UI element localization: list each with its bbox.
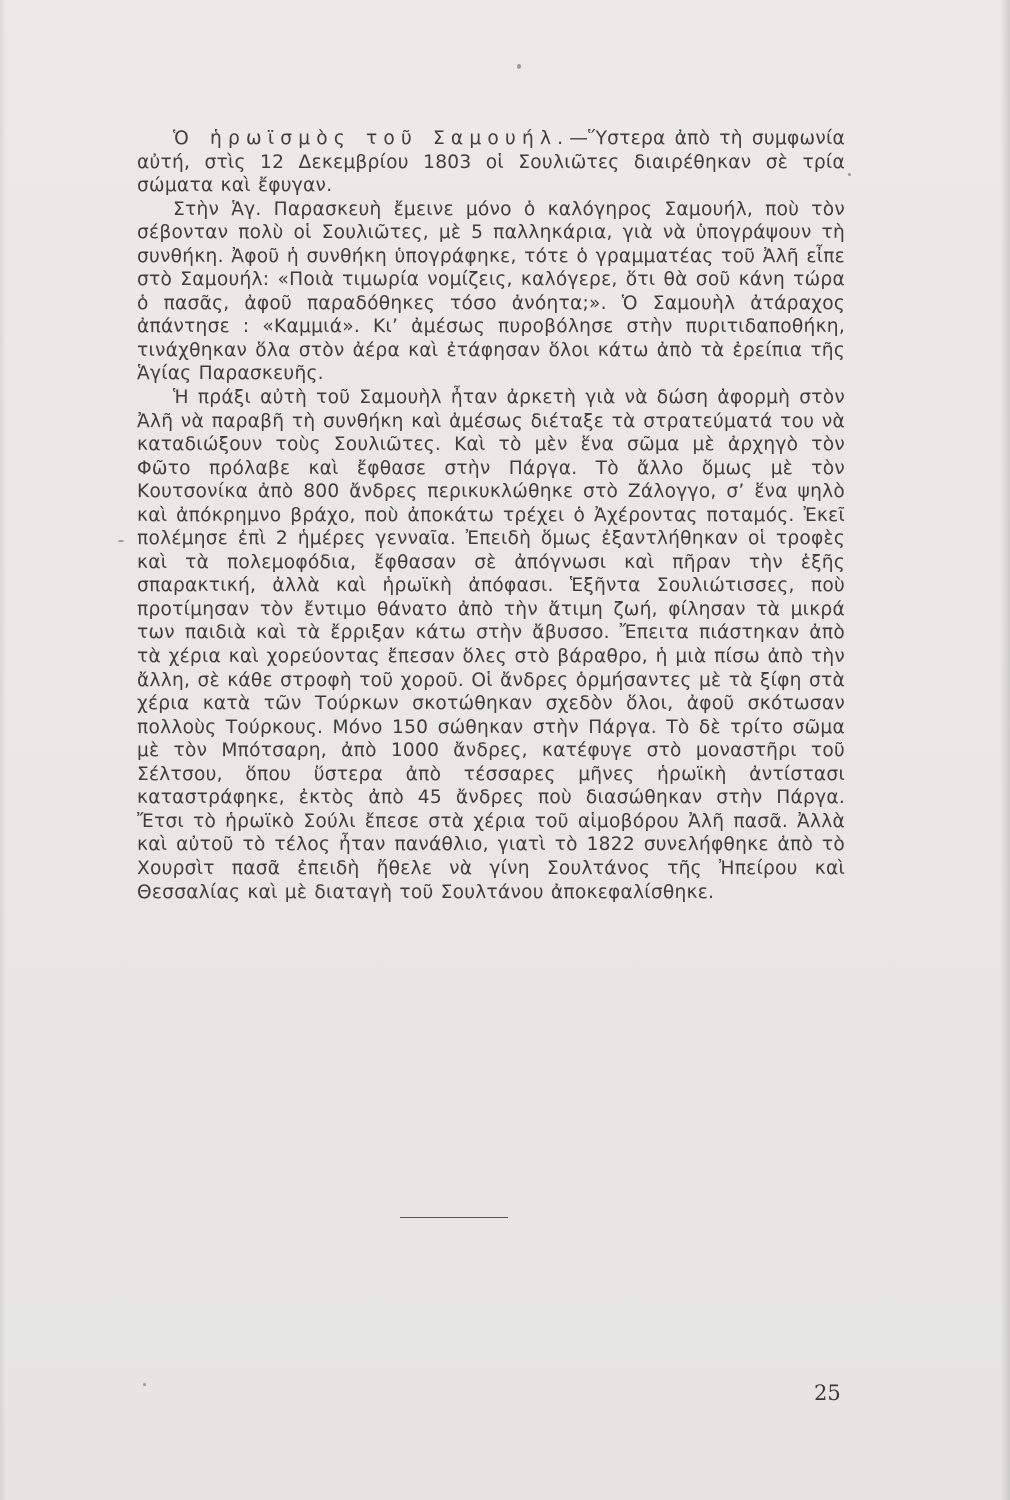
- section-heading: Ὁ ἡρωϊσμὸς τοῦ Σαμουήλ.: [173, 128, 570, 149]
- paper-speck: [143, 1383, 146, 1386]
- paper-speck: [848, 173, 851, 176]
- page-right-shadow: [1000, 0, 1010, 1500]
- paragraph-1-text: —Ὕστερα ἀπὸ τὴ συμφωνία αὐτή, στὶς 12 Δεκεμβρίου 1803 οἱ Σουλιῶτες διαιρέθηκαν σὲ τρία σώματα καὶ ἔφυγαν.: [137, 128, 846, 197]
- paragraph-3: Ἡ πράξι αὐτὴ τοῦ Σαμουὴλ ἦταν ἀρκετὴ γιὰ νὰ δώση ἀφορμὴ στὸν Ἀλῆ νὰ παραβῆ τὴ συνθήκη καὶ ἀμέσως διέταξε τὰ στρατεύματά του νὰ καταδιώξουν τοὺς Σουλιῶτες. Καὶ τὸ μὲν ἕνα σῶμα μὲ ἀρχηγὸ τὸν Φῶτο πρόλαβε καὶ ἔφθασε στὴν Πάργα. Τὸ ἄλλο ὅμως μὲ τὸν Κουτσονίκα ἀπὸ 800 ἄνδρες περικυκλώθηκε στὸ Ζάλογγο, σ’ ἕνα ψηλὸ καὶ ἀπόκρημνο βράχο, ποὺ ἀποκάτω τρέχει ὁ Ἀχέροντας ποταμός. Ἐκεῖ πολέμησε ἐπὶ 2 ἡμέρες γενναῖα. Ἐπειδὴ ὅμως ἐξαντλήθηκαν οἱ τροφὲς καὶ τὰ πολεμοφόδια, ἔφθασαν σὲ ἀπόγνωσι καὶ πῆραν τὴν ἑξῆς σπαρακτική, ἀλλὰ καὶ ἡρωϊκὴ ἀπόφασι. Ἑξῆντα Σουλιώτισσες, ποὺ προτίμησαν τὸν ἔντιμο θάνατο ἀπὸ τὴν ἄτιμη ζωή, φίλησαν τὰ μικρά των παιδιὰ καὶ τὰ ἔρριξαν κάτω στὴν ἄβυσσο. Ἔπειτα πιάστηκαν ἀπὸ τὰ χέρια καὶ χορεύοντας ἔπεσαν ὅλες στὸ βάραθρο, ἡ μιὰ πίσω ἀπὸ τὴν ἄλλη, σὲ κάθε στροφὴ τοῦ χοροῦ. Οἱ ἄνδρες ὁρμήσαντες μὲ τὰ ξίφη στὰ χέρια κατὰ τῶν Τούρκων σκοτώθηκαν σχεδὸν ὅλοι, ἀφοῦ σκότωσαν πολλοὺς Τούρκους. Μόνο 150 σώθηκαν στὴν Πάργα. Τὸ δὲ τρίτο σῶμα μὲ τὸν Μπότσαρη, ἀπὸ 1000 ἄνδρες, κατέφυγε στὸ μοναστῆρι τοῦ Σέλτσου, ὅπου ὕστερα ἀπὸ τέσσαρες μῆνες ἡρωϊκὴ ἀντίστασι καταστράφηκε, ἐκτὸς ἀπὸ 45 ἄνδρες ποὺ διασώθηκαν στὴν Πάργα. Ἔτσι τὸ ἡρωϊκὸ Σούλι ἔπεσε στὰ χέρια τοῦ αἱμοβόρου Ἀλῆ πασᾶ. Ἀλλὰ καὶ αὐτοῦ τὸ τέλος ἦταν πανάθλιο, γιατὶ τὸ 1822 συνελήφθηκε ἀπὸ τὸ Χουρσὶτ πασᾶ ἐπειδὴ ἤθελε νὰ γίνη Σουλτάνος τῆς Ἠπείρου καὶ Θεσσαλίας καὶ μὲ διαταγὴ τοῦ Σουλτάνου ἀποκεφαλίσθηκε.: [137, 387, 845, 903]
- paragraph-1: [137, 127, 845, 198]
- page-left-shadow: [0, 0, 6, 1500]
- paper-speck: [517, 64, 521, 69]
- body-text: [137, 127, 845, 904]
- paragraph-2: Στὴν Ἁγ. Παρασκευὴ ἔμεινε μόνο ὁ καλόγηρος Σαμουήλ, ποὺ τὸν σέβονταν πολὺ οἱ Σουλιῶτες, μὲ 5 παλληκάρια, γιὰ νὰ ὑπογράψουν τὴ συνθήκη. Ἀφοῦ ἡ συνθήκη ὑπογράφηκε, τότε ὁ γραμματέας τοῦ Ἀλῆ εἶπε στὸ Σαμουήλ: «Ποιὰ τιμωρία νομίζεις, καλόγερε, ὅτι θὰ σοῦ κάνη τώρα ὁ πασᾶς, ἀφοῦ παραδόθηκες τόσο ἀνόητα;». Ὁ Σαμουὴλ ἀτάραχος ἀπάντησε : «Καμμιά». Κι’ ἀμέσως πυροβόλησε στὴν πυριτιδαποθήκη, τινάχθηκαν ὅλα στὸν ἀέρα καὶ ἐτάφησαν ὅλοι κάτω ἀπὸ τὰ ἐρείπια τῆς Ἁγίας Παρασκευῆς.: [137, 198, 845, 385]
- paper-speck: [118, 540, 124, 542]
- page-number: 25: [814, 1381, 841, 1405]
- end-rule: [400, 1217, 508, 1218]
